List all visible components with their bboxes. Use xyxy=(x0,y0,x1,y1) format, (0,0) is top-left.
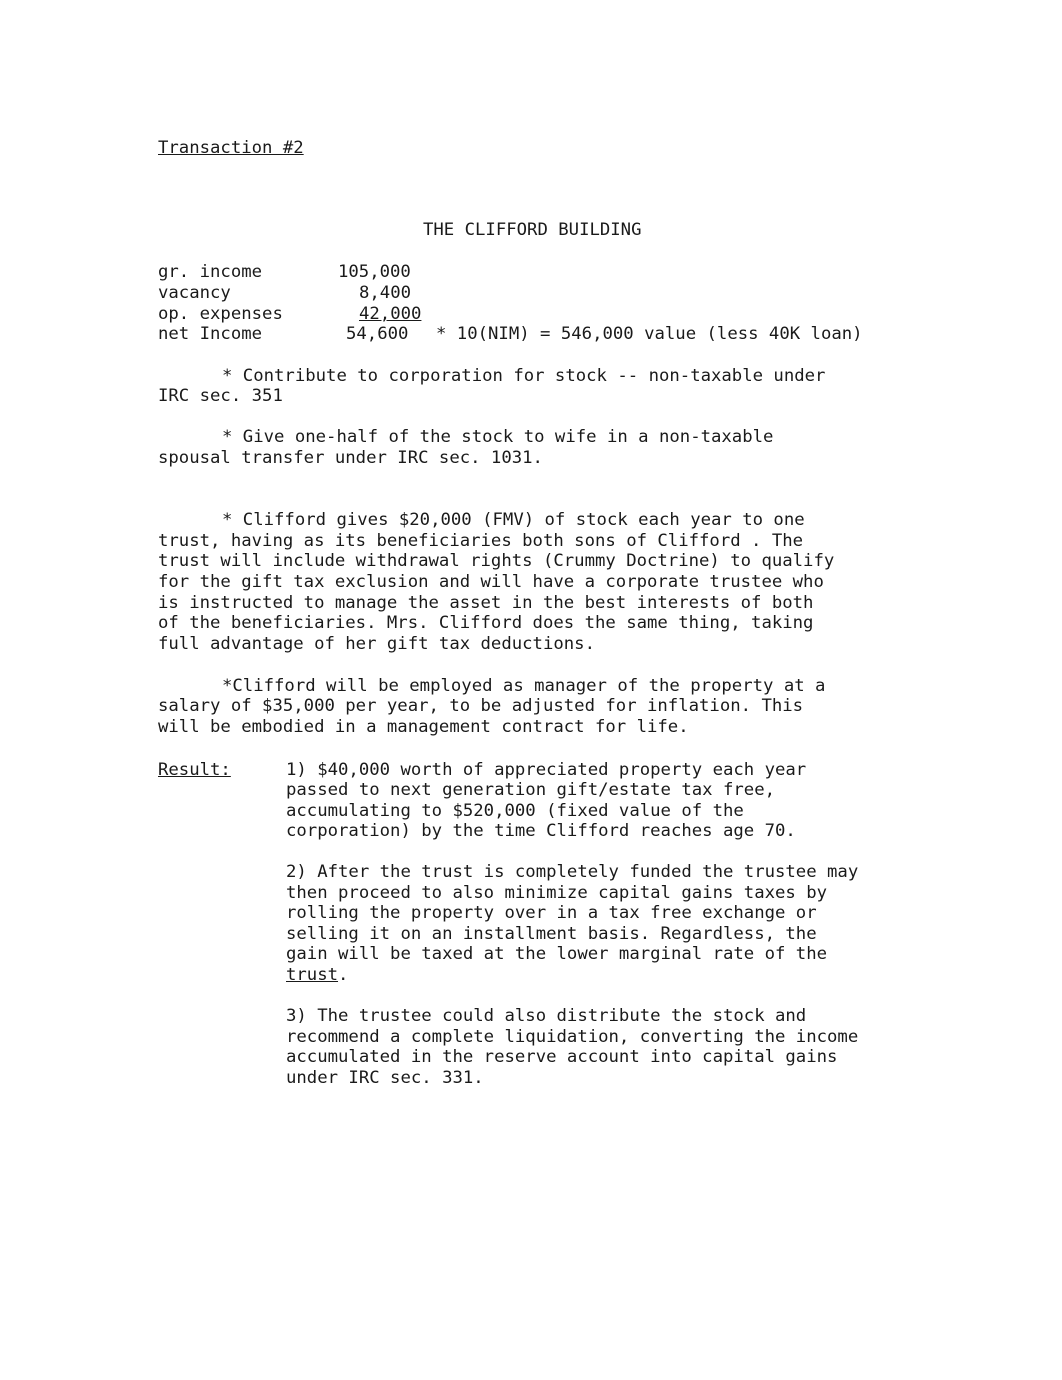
financial-value: 105,000 xyxy=(338,262,411,282)
financial-value: 54,600 xyxy=(346,324,409,344)
text-line: will be embodied in a management contract for life. xyxy=(158,717,689,737)
text-line: trust, having as its beneficiaries both sons of Clifford . The xyxy=(158,531,804,551)
text-line: is instructed to manage the asset in the best interests of both xyxy=(158,593,814,613)
punctuation: . xyxy=(338,965,349,985)
text-line: full advantage of her gift tax deductions. xyxy=(158,634,595,654)
text-line: 3) The trustee could also distribute the stock and xyxy=(286,1006,807,1026)
text-line: selling it on an installment basis. Regardless, the xyxy=(286,924,817,944)
financial-value: 8,400 xyxy=(359,283,412,303)
text-line: gain will be taxed at the lower marginal rate of the xyxy=(286,944,828,964)
text-line: * Clifford gives $20,000 (FMV) of stock each year to one xyxy=(222,510,805,530)
document-title: THE CLIFFORD BUILDING xyxy=(423,220,642,240)
text-line: accumulating to $520,000 (fixed value of the xyxy=(286,801,744,821)
text-line: then proceed to also minimize capital gains taxes by xyxy=(286,883,828,903)
financial-label: vacancy xyxy=(158,283,231,303)
text-line: spousal transfer under IRC sec. 1031. xyxy=(158,448,543,468)
text-line: 2) After the trust is completely funded the trustee may xyxy=(286,862,859,882)
text-line: rolling the property over in a tax free exchange or xyxy=(286,903,817,923)
text-line: under IRC sec. 331. xyxy=(286,1068,484,1088)
text-line: recommend a complete liquidation, converting the income xyxy=(286,1027,859,1047)
financial-note: * 10(NIM) = 546,000 value (less 40K loan) xyxy=(436,324,863,344)
text-line xyxy=(286,965,348,985)
text-line: accumulated in the reserve account into capital gains xyxy=(286,1047,838,1067)
text-line: *Clifford will be employed as manager of the property at a xyxy=(222,676,826,696)
financial-label: gr. income xyxy=(158,262,263,282)
transaction-label: Transaction #2 xyxy=(158,138,304,158)
text-line: passed to next generation gift/estate tax free, xyxy=(286,780,775,800)
text-line: for the gift tax exclusion and will have a corporate trustee who xyxy=(158,572,824,592)
text-line: * Contribute to corporation for stock -- non-taxable under xyxy=(222,366,826,386)
financial-value: 42,000 xyxy=(359,304,422,324)
text-line: corporation) by the time Clifford reaches age 70. xyxy=(286,821,796,841)
text-line: 1) $40,000 worth of appreciated property each year xyxy=(286,760,807,780)
text-line: * Give one-half of the stock to wife in a non-taxable xyxy=(222,427,774,447)
text-line: IRC sec. 351 xyxy=(158,386,283,406)
financial-label: net Income xyxy=(158,324,263,344)
text-line: salary of $35,000 per year, to be adjusted for inflation. This xyxy=(158,696,804,716)
underlined-word: trust xyxy=(286,965,339,985)
financial-label: op. expenses xyxy=(158,304,283,324)
result-label: Result: xyxy=(158,760,231,780)
text-line: trust will include withdrawal rights (Crummy Doctrine) to qualify xyxy=(158,551,835,571)
text-line: of the beneficiaries. Mrs. Clifford does the same thing, taking xyxy=(158,613,814,633)
